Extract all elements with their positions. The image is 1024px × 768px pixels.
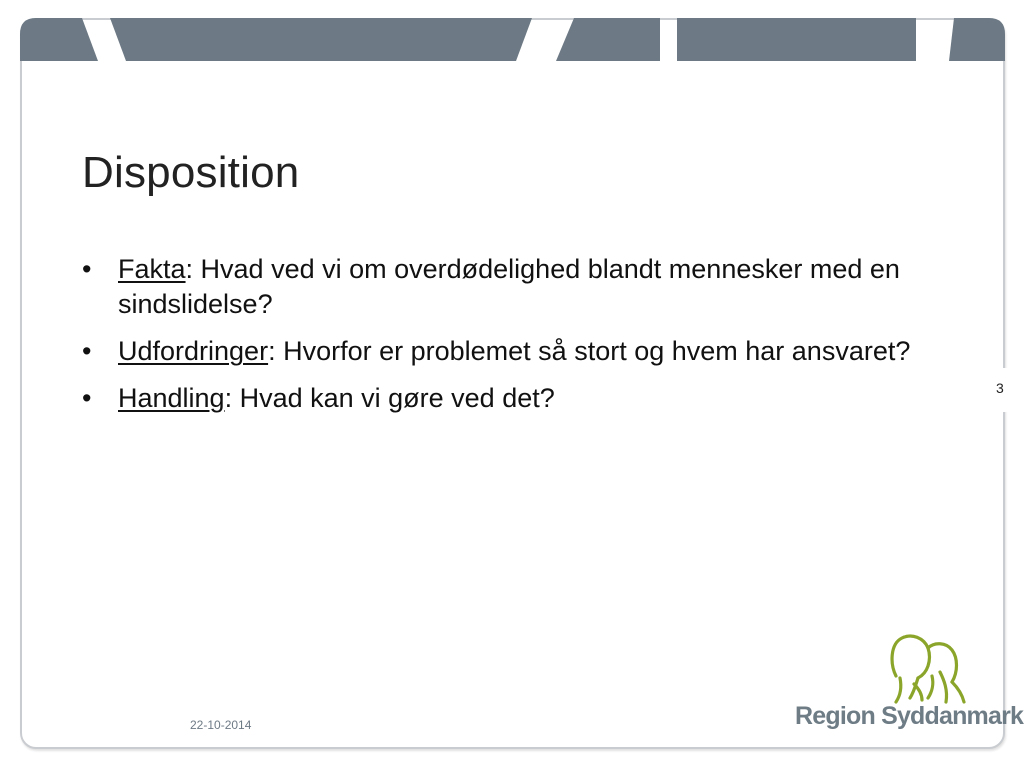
page-number: 3: [996, 380, 1004, 396]
bullet-marker: •: [82, 383, 92, 413]
header-segment-5: [949, 18, 1005, 61]
bullet-keyword: Fakta: [118, 254, 186, 284]
bullet-text: : Hvad ved vi om overdødelighed blandt mennesker med en sindslidelse?: [118, 254, 900, 319]
bullet-text: : Hvad kan vi gøre ved det?: [224, 383, 555, 413]
bullet-list: [82, 252, 942, 428]
region-logo-icon: [888, 632, 968, 706]
header-band: [20, 18, 1005, 61]
header-segment-1: [20, 18, 98, 61]
bullet-marker: •: [82, 336, 92, 366]
bullet-marker: •: [82, 254, 92, 284]
slide-date: 22-10-2014: [190, 718, 252, 732]
bullet-keyword: Udfordringer: [118, 336, 269, 366]
header-segment-4: [677, 18, 916, 61]
header-segment-2: [110, 18, 532, 61]
bullet-text: : Hvorfor er problemet så stort og hvem har ansvaret?: [268, 336, 911, 366]
bullet-item: [82, 381, 942, 416]
slide-title: Disposition: [82, 148, 300, 197]
region-logo: [793, 632, 1024, 736]
bullet-keyword: Handling: [118, 383, 225, 413]
bullet-item: [82, 252, 942, 322]
bullet-item: [82, 334, 942, 369]
header-segment-3: [556, 18, 660, 61]
region-logo-text: Region Syddanmark: [795, 702, 1024, 730]
